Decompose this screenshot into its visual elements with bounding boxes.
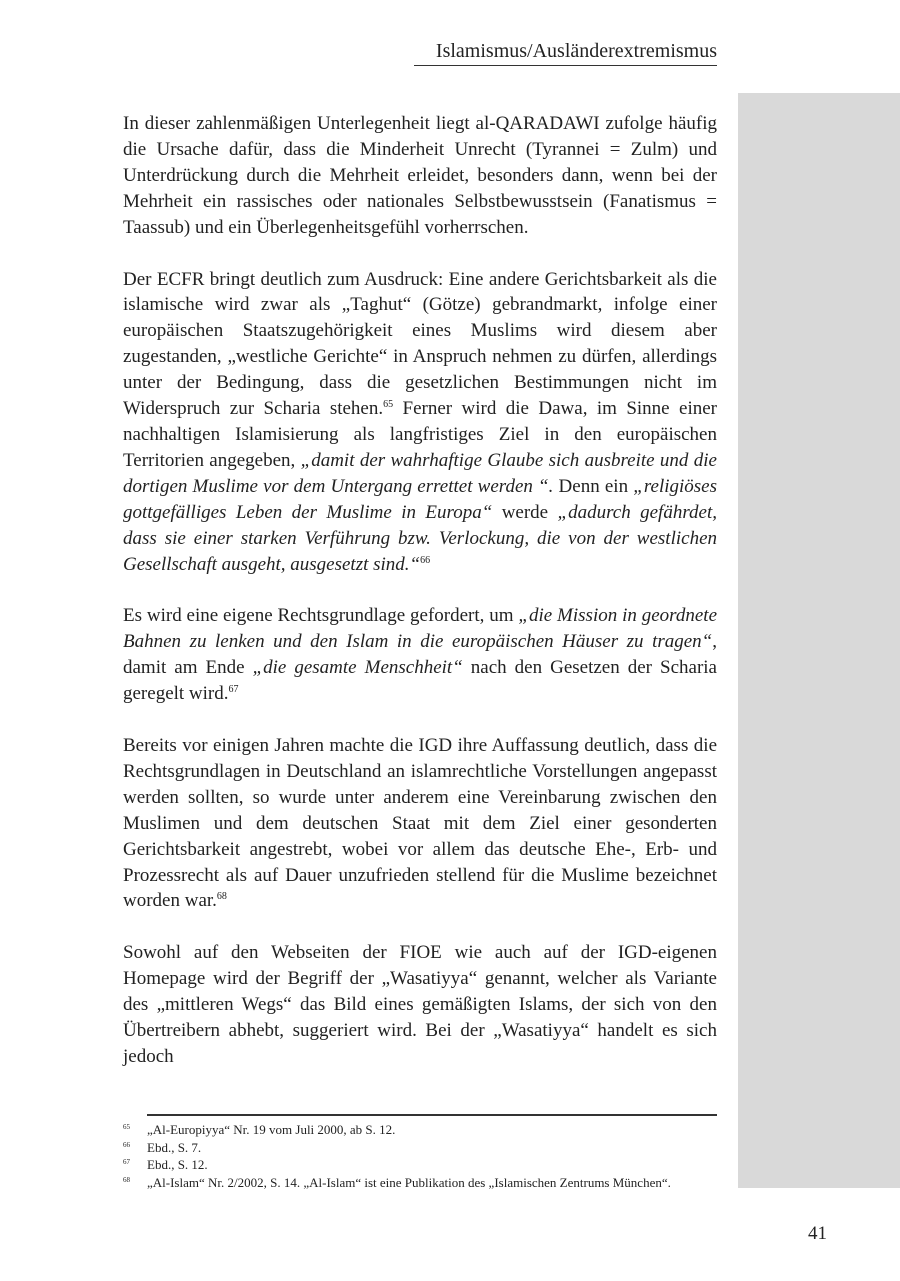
paragraph-2-text-a: Der ECFR bringt deutlich zum Ausdruck: Eine andere Gerichtsbarkeit als die islamische wird zwar als „Taghut“ (Götze) gebrandmarkt, infolge einer europäischen Staatszugehörigkeit eines Muslims wird diesem aber zugestanden, „westliche Gerichte“ in Anspruch nehmen zu dürfen, allerdings unter der Bedingung, dass die gesetzlichen Bestimmungen nicht im Widerspruch zur Scharia stehen.	[123, 268, 717, 420]
footnote-text: „Al-Islam“ Nr. 2/2002, S. 14. „Al-Islam“ ist eine Publikation des „Islamischen Zentrums München“.	[147, 1174, 671, 1190]
paragraph-3-quote-1: „die Mission in geordnete Bahnen zu lenken und den Islam in die europäischen Häuser zu tragen“	[123, 605, 718, 653]
paragraph-4-text: Bereits vor einigen Jahren machte die IGD ihre Auffassung deutlich, dass die Rechtsgrundlagen in Deutschland an islamrechtliche Vorstellungen angepasst werden sollten, so wurde unter anderem eine Vereinbarung zwischen den Muslimen und dem deutschen Staat mit dem Ziel einer gesonderten Gerichtsbarkeit angestrebt, wobei vor allem das deutsche Ehe-, Erb- und Prozessrecht als auf Dauer unzufrieden stellend für die Muslime bezeichnet worden war.	[123, 735, 717, 912]
paragraph-2-quote-1: „damit der wahrhaftige Glaube sich ausbreite und die dortigen Muslime vor dem Untergang errettet werden “.	[123, 449, 717, 497]
paragraph-3-text-b: , damit am Ende	[123, 631, 717, 679]
paragraph-2-quote-2: „religiöses gottgefälliges Leben der Muslime in Europa“	[123, 475, 717, 523]
footnote-number: 66	[123, 1140, 130, 1149]
page-number: 41	[808, 1223, 827, 1244]
paragraph-2-text-d: werde	[492, 501, 558, 523]
footnote-number: 65	[123, 1123, 130, 1131]
margin-bar	[738, 93, 900, 1188]
paragraph-5-text: Sowohl auf den Webseiten der FIOE wie auch auf der IGD-eigenen Homepage wird der Begriff der „Wasatiyya“ genannt, welcher als Variante des „mittleren Wegs“ das Bild eines gemäßigten Islams, der sich von den Übertreibern abhebt, suggeriert wird. Bei der „Wasatiyya“ handelt es sich jedoch	[123, 942, 717, 1067]
paragraph-1	[123, 111, 717, 241]
footnote-rule	[147, 1114, 717, 1116]
running-head: Islamismus/Ausländerextremismus	[414, 38, 717, 66]
footnote-ref-66: 66	[420, 554, 431, 566]
paragraph-2-quote-3: „dadurch gefährdet, dass sie einer starken Verführung bzw. Verlockung, die von der westlichen Gesellschaft ausgeht, ausgesetzt sind.“	[123, 501, 717, 575]
paragraph-3-quote-2: „die gesamte Menschheit“	[252, 657, 463, 679]
footnote-68	[123, 1174, 723, 1192]
paragraph-3	[123, 603, 717, 707]
paragraph-3-text-a: Es wird eine eigene Rechtsgrundlage gefordert, um	[123, 605, 519, 627]
paragraph-2-text-c: Denn ein	[553, 475, 634, 497]
footnote-66	[123, 1139, 723, 1157]
paragraph-3-text-c: nach den Gesetzen der Scharia geregelt wird.	[123, 657, 717, 705]
footnote-ref-68: 68	[216, 891, 227, 903]
footnote-text: „Al-Europiyya“ Nr. 19 vom Juli 2000, ab S. 12.	[147, 1122, 396, 1137]
paragraph-2	[123, 267, 717, 578]
footnote-ref-65: 65	[383, 399, 394, 411]
footnote-text: Ebd., S. 12.	[147, 1157, 208, 1173]
footnote-number: 67	[123, 1158, 130, 1167]
footnotes	[123, 1121, 723, 1191]
paragraph-1-text: In dieser zahlenmäßigen Unterlegenheit liegt al-QARADAWI zufolge häufig die Ursache dafür, dass die Minderheit Unrecht (Tyrannei = Zulm) und Unterdrückung durch die Mehrheit erleidet, besonders dann, wenn bei der Mehrheit ein rassisches oder nationales Selbstbewusstsein (Fanatismus = Taassub) und ein Überlegenheitsgefühl vorherrschen.	[123, 113, 717, 238]
paragraph-2-text-b: Ferner wird die Dawa, im Sinne einer nachhaltigen Islamisierung als langfristiges Ziel in den europäischen Territorien angegeben,	[123, 398, 717, 471]
footnote-ref-67: 67	[228, 684, 239, 696]
footnote-number: 68	[123, 1175, 130, 1184]
footnote-65	[123, 1121, 723, 1139]
footnote-67	[123, 1156, 723, 1174]
footnote-text: Ebd., S. 7.	[147, 1139, 202, 1155]
paragraph-5	[123, 940, 717, 1070]
paragraph-4	[123, 733, 717, 914]
body-text	[123, 111, 717, 1096]
